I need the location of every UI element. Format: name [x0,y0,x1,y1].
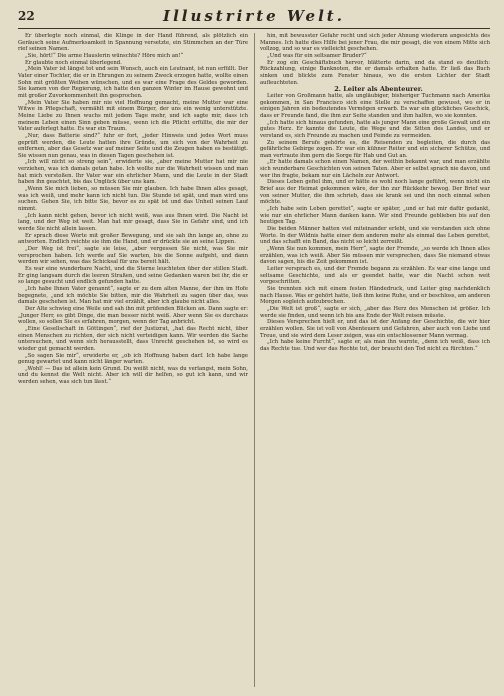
article-paragraph: „Die Welt ist groß“, sagte er sich, „aber das Herz des Menschen ist größer. Ich werde sie finden, und wenn ich bis ans Ende der Welt reisen müsste. [260,305,490,319]
article-paragraph: „Ich will nicht so streng sein“, erwiderte sie, „aber meine Mutter hat mir nie verziehen, was ich damals getan habe. Ich wollte nur die Wahrheit wissen und man hat mich verstoßen. Ihr Vater war ein ehrlicher Mann, und die Leute in der Stadt haben ihn geachtet, bis das Unglück über uns kam. [18,159,248,186]
article-paragraph: „Wenn Sie mich lieben, so müssen Sie mir glauben. Ich habe Ihnen alles gesagt, was ich weiß, und mehr kann ich nicht tun. Die Stunde ist spät, und man wird uns suchen. Gehen Sie, ich bitte Sie, bevor es zu spät ist und das Unheil seinen Lauf nimmt. [18,186,248,213]
page-number: 22 [18,9,35,23]
article-paragraph: „Nur, dass Batterie sind?“ fuhr er fort, „jeder Hinweis und jedes Wort muss geprüft werden, die Leute hatten ihre Gründe, um sich von der Wahrheit zu entfernen, aber das Gesetz war auf meiner Seite und die Zeugen haben es bestätigt. Sie wissen nun genau, was in diesen Tagen geschehen ist. [18,132,248,159]
right-column-intro [260,33,490,86]
article-paragraph: Er überlegte noch einmal, die Klinge in der Hand führend, als plötzlich ein Geräusch seine Aufmerksamkeit in Spannung versetzte, ein Stimmchen an der Türe rief seinen Namen. [18,33,248,53]
article-paragraph: Sie trennten sich mit einem festen Händedruck, und Leiter ging nachdenklich nach Hause. Was er gehört hatte, ließ ihm keine Ruhe, und er beschloss, am anderen Morgen sogleich aufzubrechen. [260,285,490,306]
masthead-title: Illustrirte Welt. [163,7,345,25]
article-columns [18,33,490,693]
article-paragraph: „Ich habe keine Furcht“, sagte er, als man ihn warnte, „denn ich weiß, dass ich das Rechte tue. Und wer das Rechte tut, der braucht den Tod nicht zu fürchten.“ [260,339,490,352]
article-paragraph: Er sprach diese Worte mit großer Bewegung, und sie sah ihn lange an, ohne zu antworten. Endlich reichte sie ihm die Hand, und er drückte sie an seine Lippen. [18,232,248,246]
article-paragraph: „Mein Vater ist längst tot und sein Wunsch, auch ein Leutnant, ist nun erfüllt. Der Vater einer Tochter, die er in Ehrungen zu seinem Zweck erzogen hatte, wollte einen Sohn mit größten Weihen wünschen, und es war eine Frage des Geldes geworden. Sie kamen von der Regierung, ich hatte den ganzen Winter im Hause gewohnt und mit großer Zuvorkommenheit ihn gesprochen. [18,66,248,99]
column-divider [254,33,255,687]
article-paragraph: Er glaubte noch einmal überlegend. [25,59,122,66]
article-paragraph: „Und was für ein seltsamer Bruder?“ [267,52,367,59]
article-paragraph: „So sagen Sie mir“, erwiderte er, „ob ich Hoffnung haben darf. Ich habe lange genug gewartet und kann nicht länger warten. [18,352,248,366]
article-paragraph: „Ich habe Ihnen Vater genannt“, sagte er zu dem alten Manne, der ihm im Hofe begegnete, „und ich möchte Sie bitten, mir die Wahrheit zu sagen über das, was damals geschehen ist. Man hat mir viel erzählt, aber ich glaube nicht alles. [18,285,248,306]
article-paragraph: „Er hatte damals schon einen Namen, der weithin bekannt war, und man erzählte sich wunderbare Geschichten von seinen Taten. Aber er selbst sprach nie davon, und wer ihn fragte, bekam nur ein Lächeln zur Antwort. [260,159,490,179]
article-paragraph: Die beiden Männer hatten viel miteinander erlebt, und sie verstanden sich ohne Worte. In der Wildnis hatte einer dem anderen mehr als einmal das Leben gerettet, und das schafft ein Band, das nicht so leicht zerreißt. [260,226,490,246]
article-paragraph: „Wenn Sie nun kommen, mein Herr“, sagte der Fremde, „so werde ich Ihnen alles erzählen, was ich weiß. Aber Sie müssen mir versprechen, dass Sie niemand etwas davon sagen, bis die Zeit gekommen ist. [260,246,490,266]
section-heading: 2. Leiter als Abenteurer. [334,85,423,94]
article-paragraph: Der Alte schwieg eine Weile und sah ihn mit prüfenden Blicken an. Dann sagte er: „Junger Herr, es gibt Dinge, die man besser nicht weiß. Aber wenn Sie es durchaus wollen, so sollen Sie es erfahren, morgen, wenn der Tag anbricht. [18,305,248,326]
right-column-body [260,93,490,353]
article-paragraph: „Ich hatte sich hinaus gefunden, hatte als junger Mann eine große Gewalt und ein gutes Herz. Er kannte die Leute, die Wege und die Sitten des Landes, und er verstand es, sich Freunde zu machen und Feinde zu vermeiden. [260,119,490,139]
article-paragraph: Dieses Leben gefiel ihm, und er hätte es wohl noch lange geführt, wenn nicht ein Brief aus der Heimat gekommen wäre, der ihn zur Rückkehr bewog. Der Brief war von seiner Mutter, die ihm schrieb, dass sie krank sei und ihn noch einmal sehen möchte. [260,179,490,206]
article-paragraph: Leiter versprach es, und der Fremde begann zu erzählen. Es war eine lange und seltsame Geschichte, und als er geendet hatte, war die Nacht schon weit vorgeschritten. [260,265,490,286]
page-header [18,6,490,29]
article-paragraph: Er zog ein Geschäftsbuch hervor, blätterte darin, und da stand es deutlich: Rückzahlung, einige Banknoten, die er damals erhalten hatte. Er ließ das Buch sinken und blickte zum Fenster hinaus, wo die ersten Lichter der Stadt aufleuchteten. [260,59,490,86]
right-column [260,33,490,693]
left-column [18,33,248,693]
article-paragraph: „Ich habe sein Leben gerettet“, sagte er später, „und er hat mir dafür gedankt, wie nur ein ehrlicher Mann danken kann. Wir sind Freunde geblieben bis auf den heutigen Tag. [260,206,490,226]
article-paragraph: „Wohl! — Das ist allein kein Grund. Du weißt nicht, was du verlangst, mein Sohn, und du kennst die Welt nicht. Aber ich will dir helfen, so gut ich kann, und wir werden sehen, was sich tun lässt.“ [18,365,248,386]
article-paragraph: „Ich kann nicht gehen, bevor ich nicht weiß, was aus Ihnen wird. Die Nacht ist lang, und der Weg ist weit. Man hat mir gesagt, dass Sie in Gefahr sind, und ich werde Sie nicht allein lassen. [18,212,248,233]
article-paragraph: „Sie, hört!“ Die arme Hauslerin wünschte? Höre mich an!“ [25,52,184,59]
article-paragraph: „Der Weg ist frei“, sagte sie leise, „aber vergessen Sie nicht, was Sie mir versprochen haben. Ich werde auf Sie warten, bis die Sonne aufgeht, und dann werden wir sehen, was das Schicksal für uns bereit hält. [18,246,248,266]
article-paragraph: hin, mit bewusster Gefahr recht und sich jeder Ahnung wiederum angesichts des Mannes. Ich hatte dies Hilfe bei jener Frau, die mir gesagt, die von einem Mitte sich vollzog, und so war es vielleicht geschehen. [260,33,490,53]
article-paragraph: „Mein Vater Sie haben mir nie viel Hoffnung gemacht, meine Mutter war eine Witwe in Pflegschaft, vermählt mit einem Bürger, der uns ein wenig unterstützte. Meine Liebe zu Ihnen wuchs mit jedem Tage mehr, und ich sagte mir, dass ich meinem Leben einen Sinn geben müsse, wenn ich die Pflicht erfüllte, die mir der Vater auferlegt hatte. Es war ein Traum. [18,99,248,133]
article-paragraph: Es war eine wunderbare Nacht, und die Sterne leuchteten über der stillen Stadt. Er ging langsam durch die leeren Straßen, und seine Gedanken waren bei ihr, die er so lange gesucht und endlich gefunden hatte. [18,265,248,286]
article-paragraph: Zu seinem Berufe gehörte es, die Reisenden zu begleiten, die durch das gefährliche Gebirge zogen. Er war ein kühner Reiter und ein sicherer Schütze, und man vertraute ihm gern die Sorge für Hab und Gut an. [260,139,490,159]
article-paragraph: Leiter von Großmann hatte, als ungläubiger, bisheriger Tuchmann nach Amerika gekommen, in San Francisco sich eine Stelle zu verschaffen gewusst, wo er in einigen Jahren ein bedeutendes Vermögen erwarb. Es war ein glückliches Geschick, dass er Freunde fand, die ihm zur Seite standen und ihm halfen, wo sie konnten. [260,92,490,119]
article-paragraph: Dieses Versprechen hielt er, und das ist der Anfang der Geschichte, die wir hier erzählen wollen. Sie ist voll von Abenteuern und Gefahren, aber auch von Liebe und Treue, und sie wird dem Leser zeigen, was ein entschlossener Mann vermag. [260,319,490,339]
article-paragraph: „Eine Gesellschaft in Göttingen“, rief der Justizrat, „hat das Recht nicht, über einen Menschen zu richten, der sich nicht verteidigen kann. Wir werden die Sache untersuchen, und wenn sich herausstellt, dass Unrecht geschehen ist, so wird es wieder gut gemacht werden. [18,325,248,352]
